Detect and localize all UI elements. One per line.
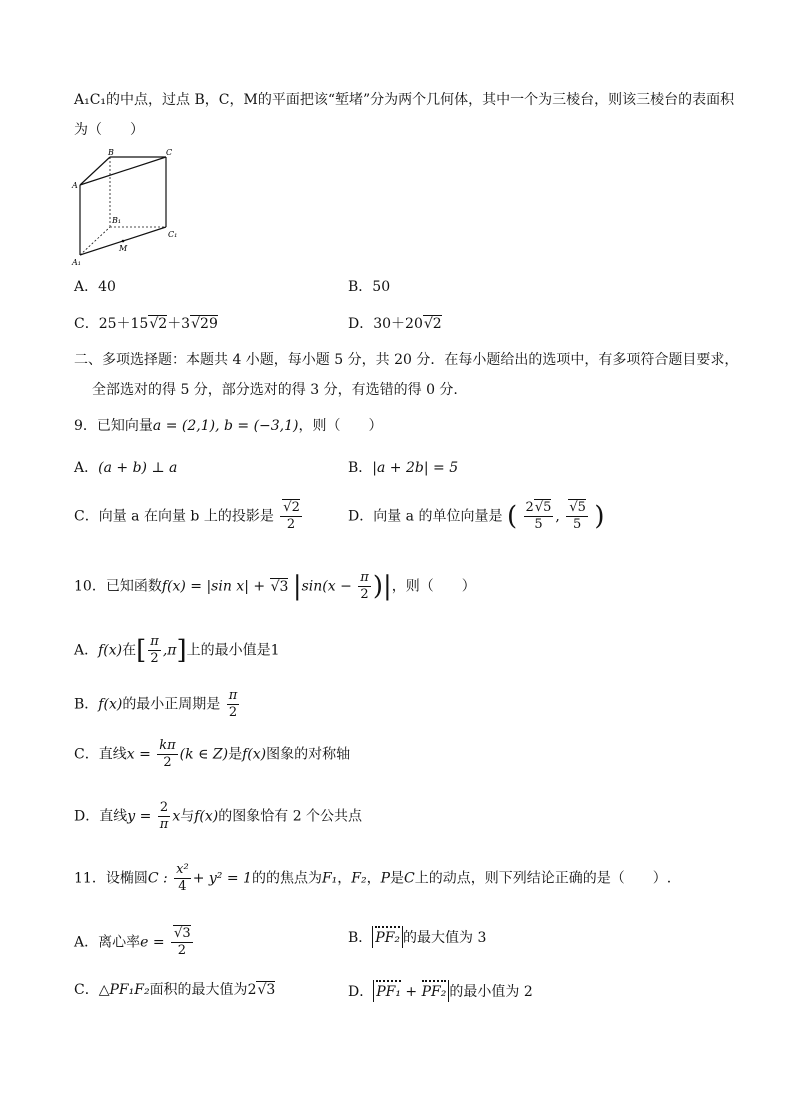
q11-c-coef: 2 [247,982,257,998]
intro-line-2: 为（ ） [74,122,144,138]
edge-a1b1 [80,227,110,255]
q10-a-two: 2 [150,651,159,666]
q11-stem-g: 是 [390,870,405,887]
q11-stem-h: 上的动点，则下列结论正确的是（ ）. [414,870,672,887]
label-m: M [119,244,128,253]
q9-d-c1: 2 [525,500,534,515]
q9-option-c [74,500,304,533]
q11-stem-f1: F₁ [321,870,338,887]
label-c: C [166,148,173,157]
q10-stem-a: 10．已知函数 [74,578,162,595]
q11-stem-cc: C [404,870,415,887]
q10-option-d [74,800,362,833]
q9-d-n2: √ 5 [568,499,586,515]
q11-d-vector-2: PF₂ [422,980,447,1002]
q10-d-y: y = [127,808,152,825]
q10-stem-f: f(x) = |sin x| + [161,578,270,595]
q10-c-two: 2 [163,755,172,770]
q10-c-kpi: kπ [159,738,176,753]
q10-stem-fraction [358,570,371,603]
q9-stem [74,416,383,436]
label-a1: A₁ [72,258,81,267]
q11-stem-e: ， [337,870,352,887]
q10-stem-root: √ 3 [270,578,289,595]
q9-d-d2: 5 [572,517,582,532]
q8-c-root2: √ 29 [190,315,218,332]
q9-c-fraction [280,500,302,533]
q9-d-fraction-1 [524,500,554,533]
q11-a-two: 2 [177,943,186,958]
q10-option-a: A．f(x)在[ $\frac{\pi}{2}$ ,π]上的最小值是1 [74,634,280,666]
label-b: B [108,148,114,157]
q9-option-b [348,458,458,478]
q10-d-fraction [158,800,171,833]
edge-ac [80,157,166,185]
q10-stem-pi: π [360,570,369,585]
q9-option-a [74,458,177,478]
q10-option-b [74,688,241,721]
q11-a-fraction [171,926,193,959]
q10-d-pi: π [159,817,169,832]
label-b1: B₁ [112,216,122,225]
q11-a-label: A．离心率 [74,934,141,951]
q11-c-text: 面积的最大值为 [149,982,248,998]
q10-c-f: f(x) [242,746,267,763]
prism-figure [66,145,186,267]
q11-stem-eq: + y² = 1 [192,870,252,887]
q10-c-fraction [157,738,177,771]
edge-ab [80,157,110,185]
q11-stem-f: ， [366,870,381,887]
q10-d-two: 2 [159,800,169,815]
q9-stem-c: ，则（ ） [298,418,383,434]
q11-stem-p: P [380,870,391,887]
q9-c-den: 2 [286,517,296,532]
q11-stem [74,862,671,895]
point-m [122,240,125,243]
q10-a-in: 在 [122,642,137,659]
q11-b-vector: PF₂ [375,926,400,948]
q9-a-label: A． [74,460,99,476]
q8-option-c [74,314,218,334]
q9-b-expr: |a + 2b| = 5 [372,460,459,476]
label-c1: C₁ [168,230,178,239]
q10-b-two: 2 [228,705,238,720]
q11-c-root: √ 3 [256,981,275,998]
q9-c-num: √ 2 [282,499,300,515]
q9-d-n1: √ 5 [534,499,552,515]
q10-c-cond: (k ∈ Z) [179,746,229,763]
q10-stem: 10．已知函数f(x) = |sin x| + √ 3 |sin(x − $\frac{\pi}{2}$ )|，则（ ） [74,570,476,603]
q10-stem-paren: ) [372,571,383,602]
q11-b-label: B． [348,930,373,946]
q11-stem-fraction [174,862,191,895]
q10-a-pi: π [150,634,159,649]
q10-d-f: f(x) [194,808,219,825]
q11-c-triangle: △PF₁F₂ [98,982,150,998]
q11-d-text: 的最小值为 2 [449,984,533,1000]
q10-b-text: 的最小正周期是 [122,696,221,713]
q11-d-vector-1: PF₁ [376,980,401,1002]
q10-a-tail: 上的最小值是1 [186,642,280,659]
q11-c-label: C． [74,982,99,998]
q10-stem-e: ，则（ ） [391,578,476,595]
section2-line-2: 全部选对的得 5 分，部分选对的得 3 分，有选错的得 0 分. [92,382,458,398]
q10-a-fraction [148,634,161,667]
q10-c-tail: 图象的对称轴 [266,746,351,763]
q11-stem-c: C : [147,870,168,887]
q9-d-d1: 5 [534,517,543,532]
q9-stem-vectors: a = (2,1), b = (−3,1) [152,418,299,434]
q10-c-x: x = [126,746,151,763]
q11-stem-f2: F₂ [351,870,367,887]
q10-a-interval: ,π [162,642,177,659]
q8-option-a: A．40 [74,279,116,295]
q11-b-text: 的最大值为 3 [403,930,487,946]
q10-stem-two: 2 [360,587,369,602]
q11-option-a [74,926,195,959]
q10-a-label: A． [74,642,99,659]
q8-c-prefix: C．25＋15 [74,316,149,332]
q8-option-b: B．50 [348,279,391,295]
q9-c-text: C．向量 a 在向量 b 上的投影是 [74,508,274,525]
q8-c-mid: ＋3 [167,316,191,332]
q9-b-label: B． [348,460,373,476]
q11-option-c [74,980,275,1000]
q11-d-label: D． [348,984,374,1000]
q11-option-d [348,980,533,1002]
q11-stem-x2: x² [176,862,189,877]
q8-option-d [348,314,442,334]
section2-line-1: 二、多项选择题：本题共 4 小题，每小题 5 分，共 20 分．在每小题给出的选项中，有多项符合题目要求， [74,352,739,368]
q11-a-e: e = [140,934,165,951]
q10-d-x: x [172,808,181,825]
q10-stem-sin: sin(x − [301,578,352,595]
q9-d-text: D．向量 a 的单位向量是 [348,508,503,525]
q11-d-plus: + [400,984,422,1000]
q10-b-f: f(x) [98,696,123,713]
label-a: A [72,181,78,190]
intro-line-1: A₁C₁的中点，过点 B，C，M的平面把该“堑堵”分为两个几何体，其中一个为三棱台，则该三棱台的表面积 [74,92,735,108]
q8-d-root1: √ 2 [423,315,442,332]
q10-option-c [74,738,350,771]
q10-d-label: D．直线 [74,808,128,825]
q8-c-root1: √ 2 [148,315,167,332]
q10-c-label: C．直线 [74,746,127,763]
q11-stem-four: 4 [178,879,187,894]
q11-option-b [348,926,486,948]
q11-stem-a: 11．设椭圆 [74,870,148,887]
q10-b-fraction [227,688,240,721]
q8-d-prefix: D．30＋20 [348,316,423,332]
q10-b-label: B． [74,696,99,713]
q9-d-fraction-2 [566,500,588,533]
q9-option-d: D．向量 a 的单位向量是 ( $\frac{2√ 5}{5}$ , √ $\frac{5}{5}$ ) [348,500,605,533]
q10-a-f: f(x) [98,642,123,659]
q10-d-tail: 的图象恰有 2 个公共点 [218,808,363,825]
q10-c-is: 是 [228,746,243,763]
q10-b-pi: π [228,688,238,703]
q11-stem-d: 的的焦点为 [251,870,322,887]
q9-stem-a: 9．已知向量 [74,418,153,434]
q9-a-expr: (a + b) ⊥ a [98,460,178,476]
q11-a-root: √ 3 [173,925,191,941]
q10-d-with: 与 [180,808,195,825]
